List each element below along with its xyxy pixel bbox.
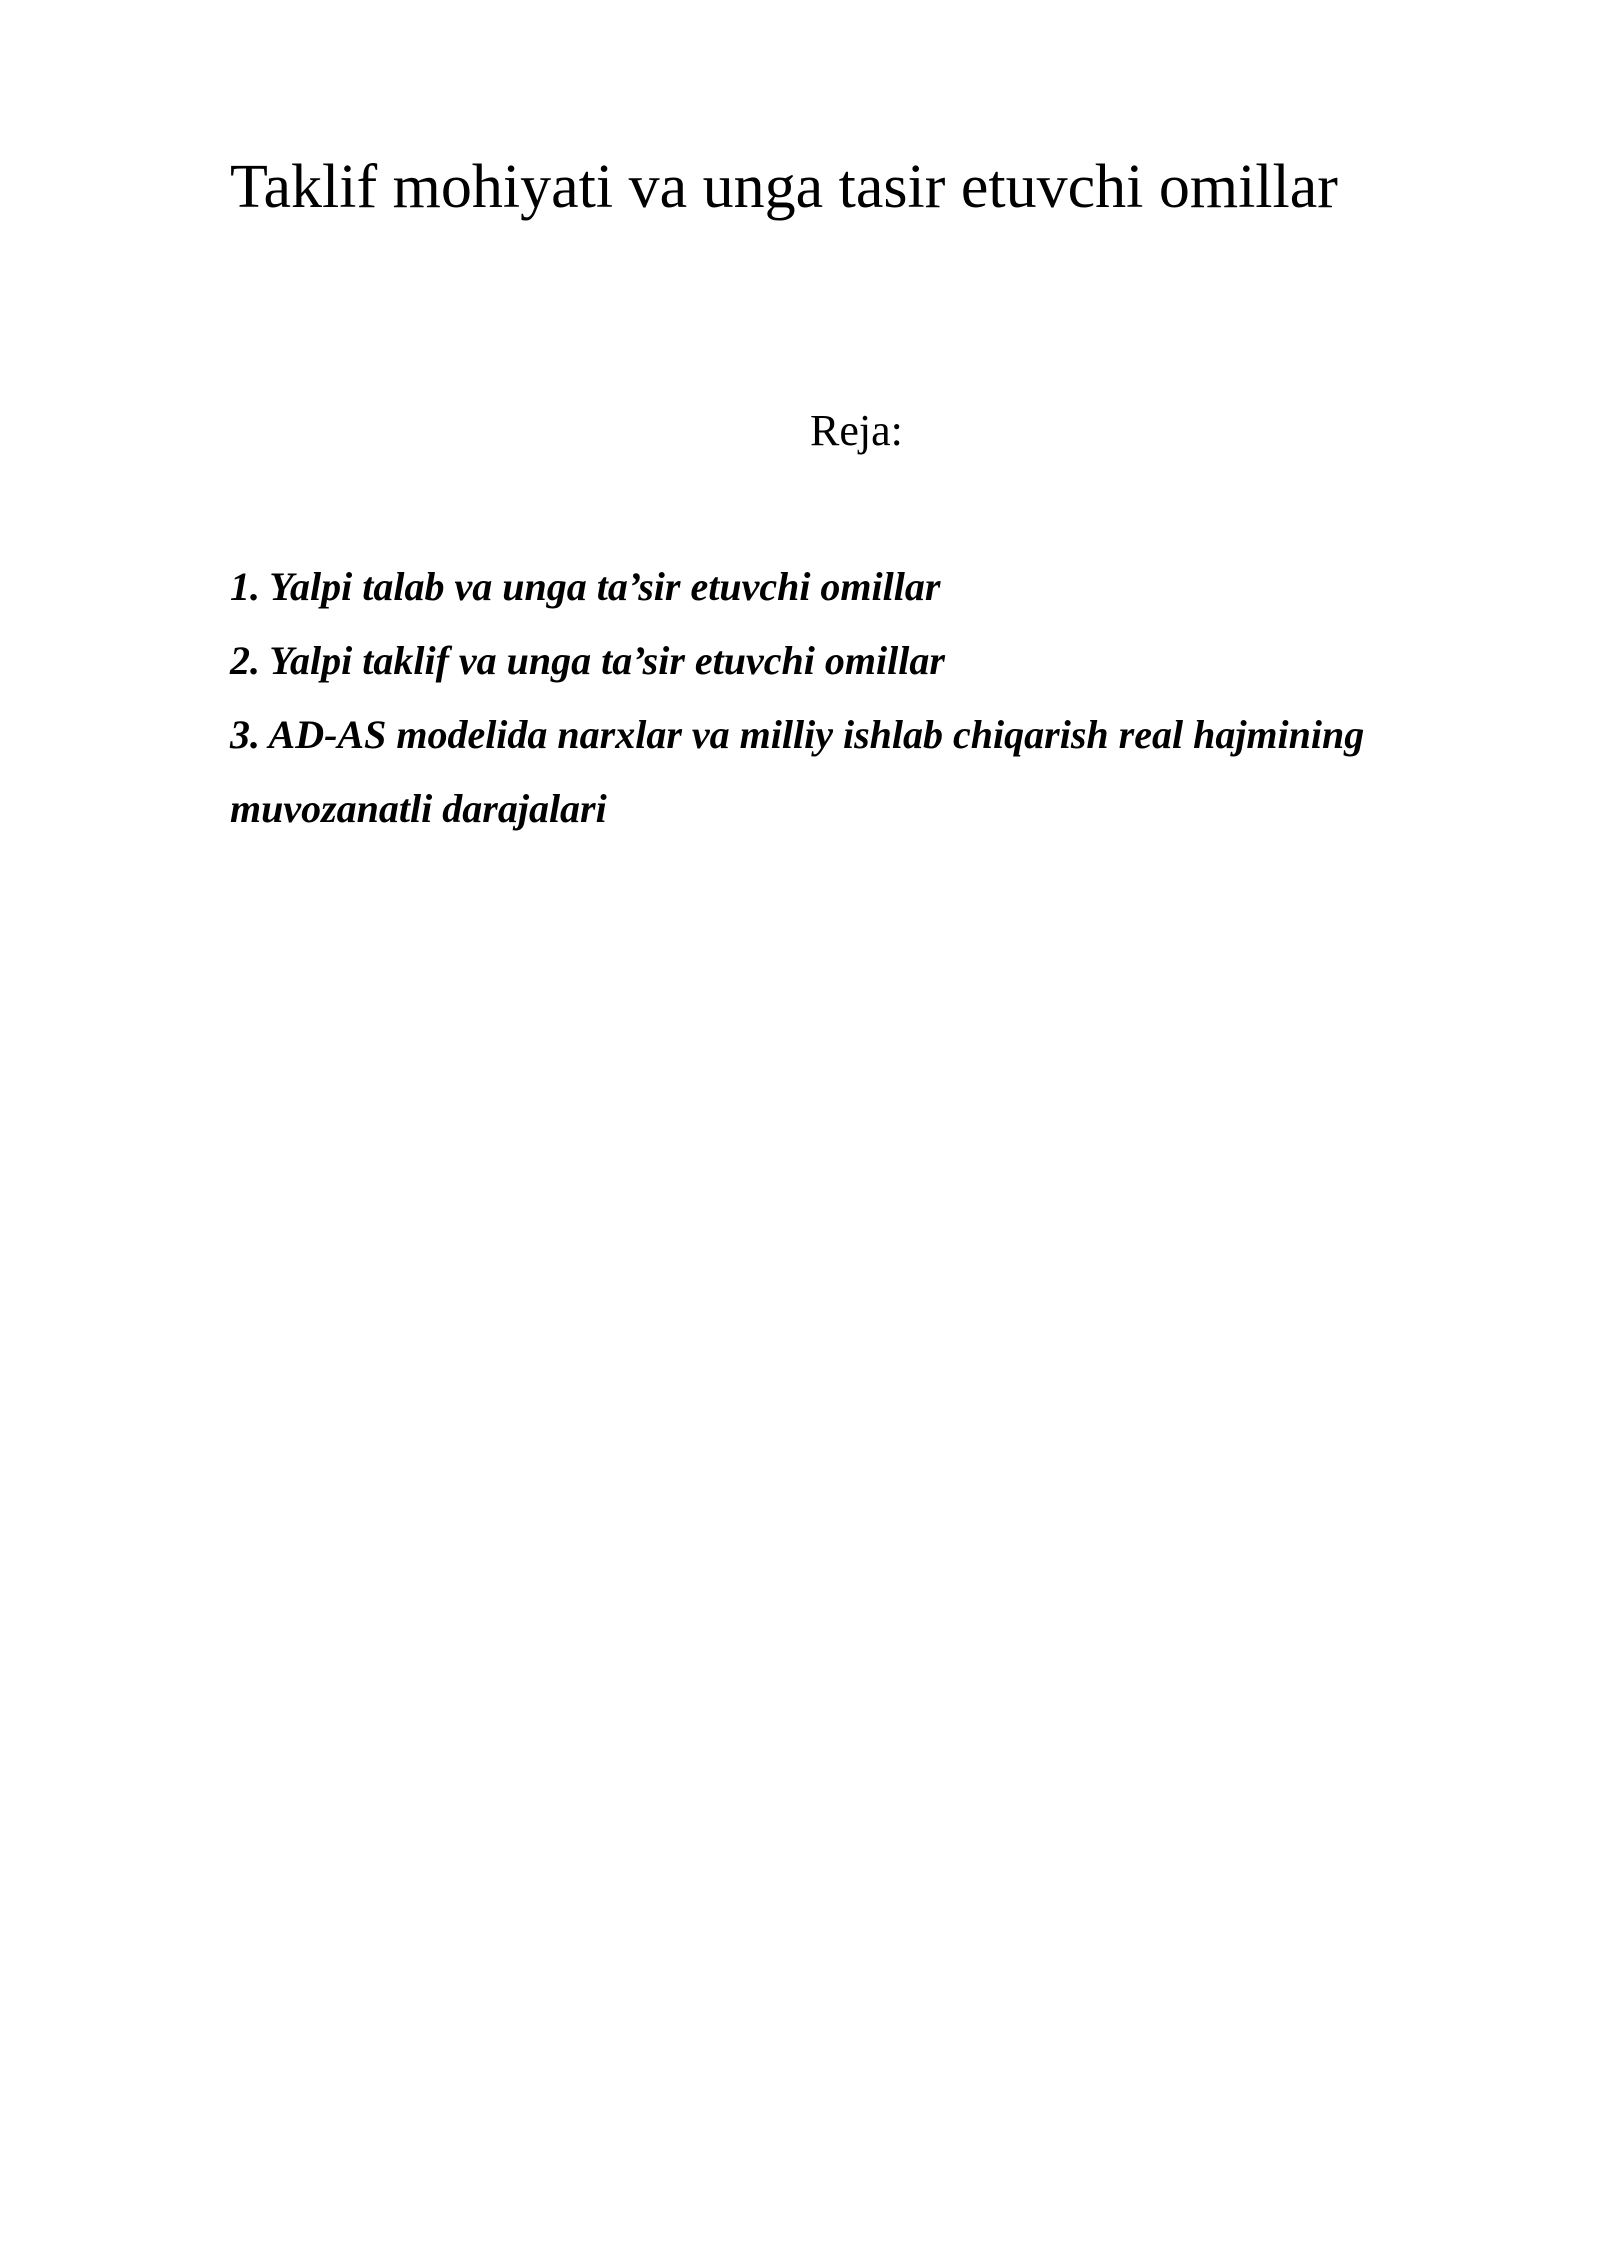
plan-heading: Reja: [810,406,903,455]
plan-item-2: 2. Yalpi taklif va unga ta’sir etuvchi omillar [230,638,945,683]
plan-item-1: 1. Yalpi talab va unga ta’sir etuvchi omillar [230,564,941,609]
document-title: Taklif mohiyati va unga tasir etuvchi omillar [230,153,1338,221]
plan-item-3: 3. AD-AS modelida narxlar va milliy ishlab chiqarish real hajmining muvozanatli darajalari [230,712,1365,831]
plan-list [230,550,1410,846]
